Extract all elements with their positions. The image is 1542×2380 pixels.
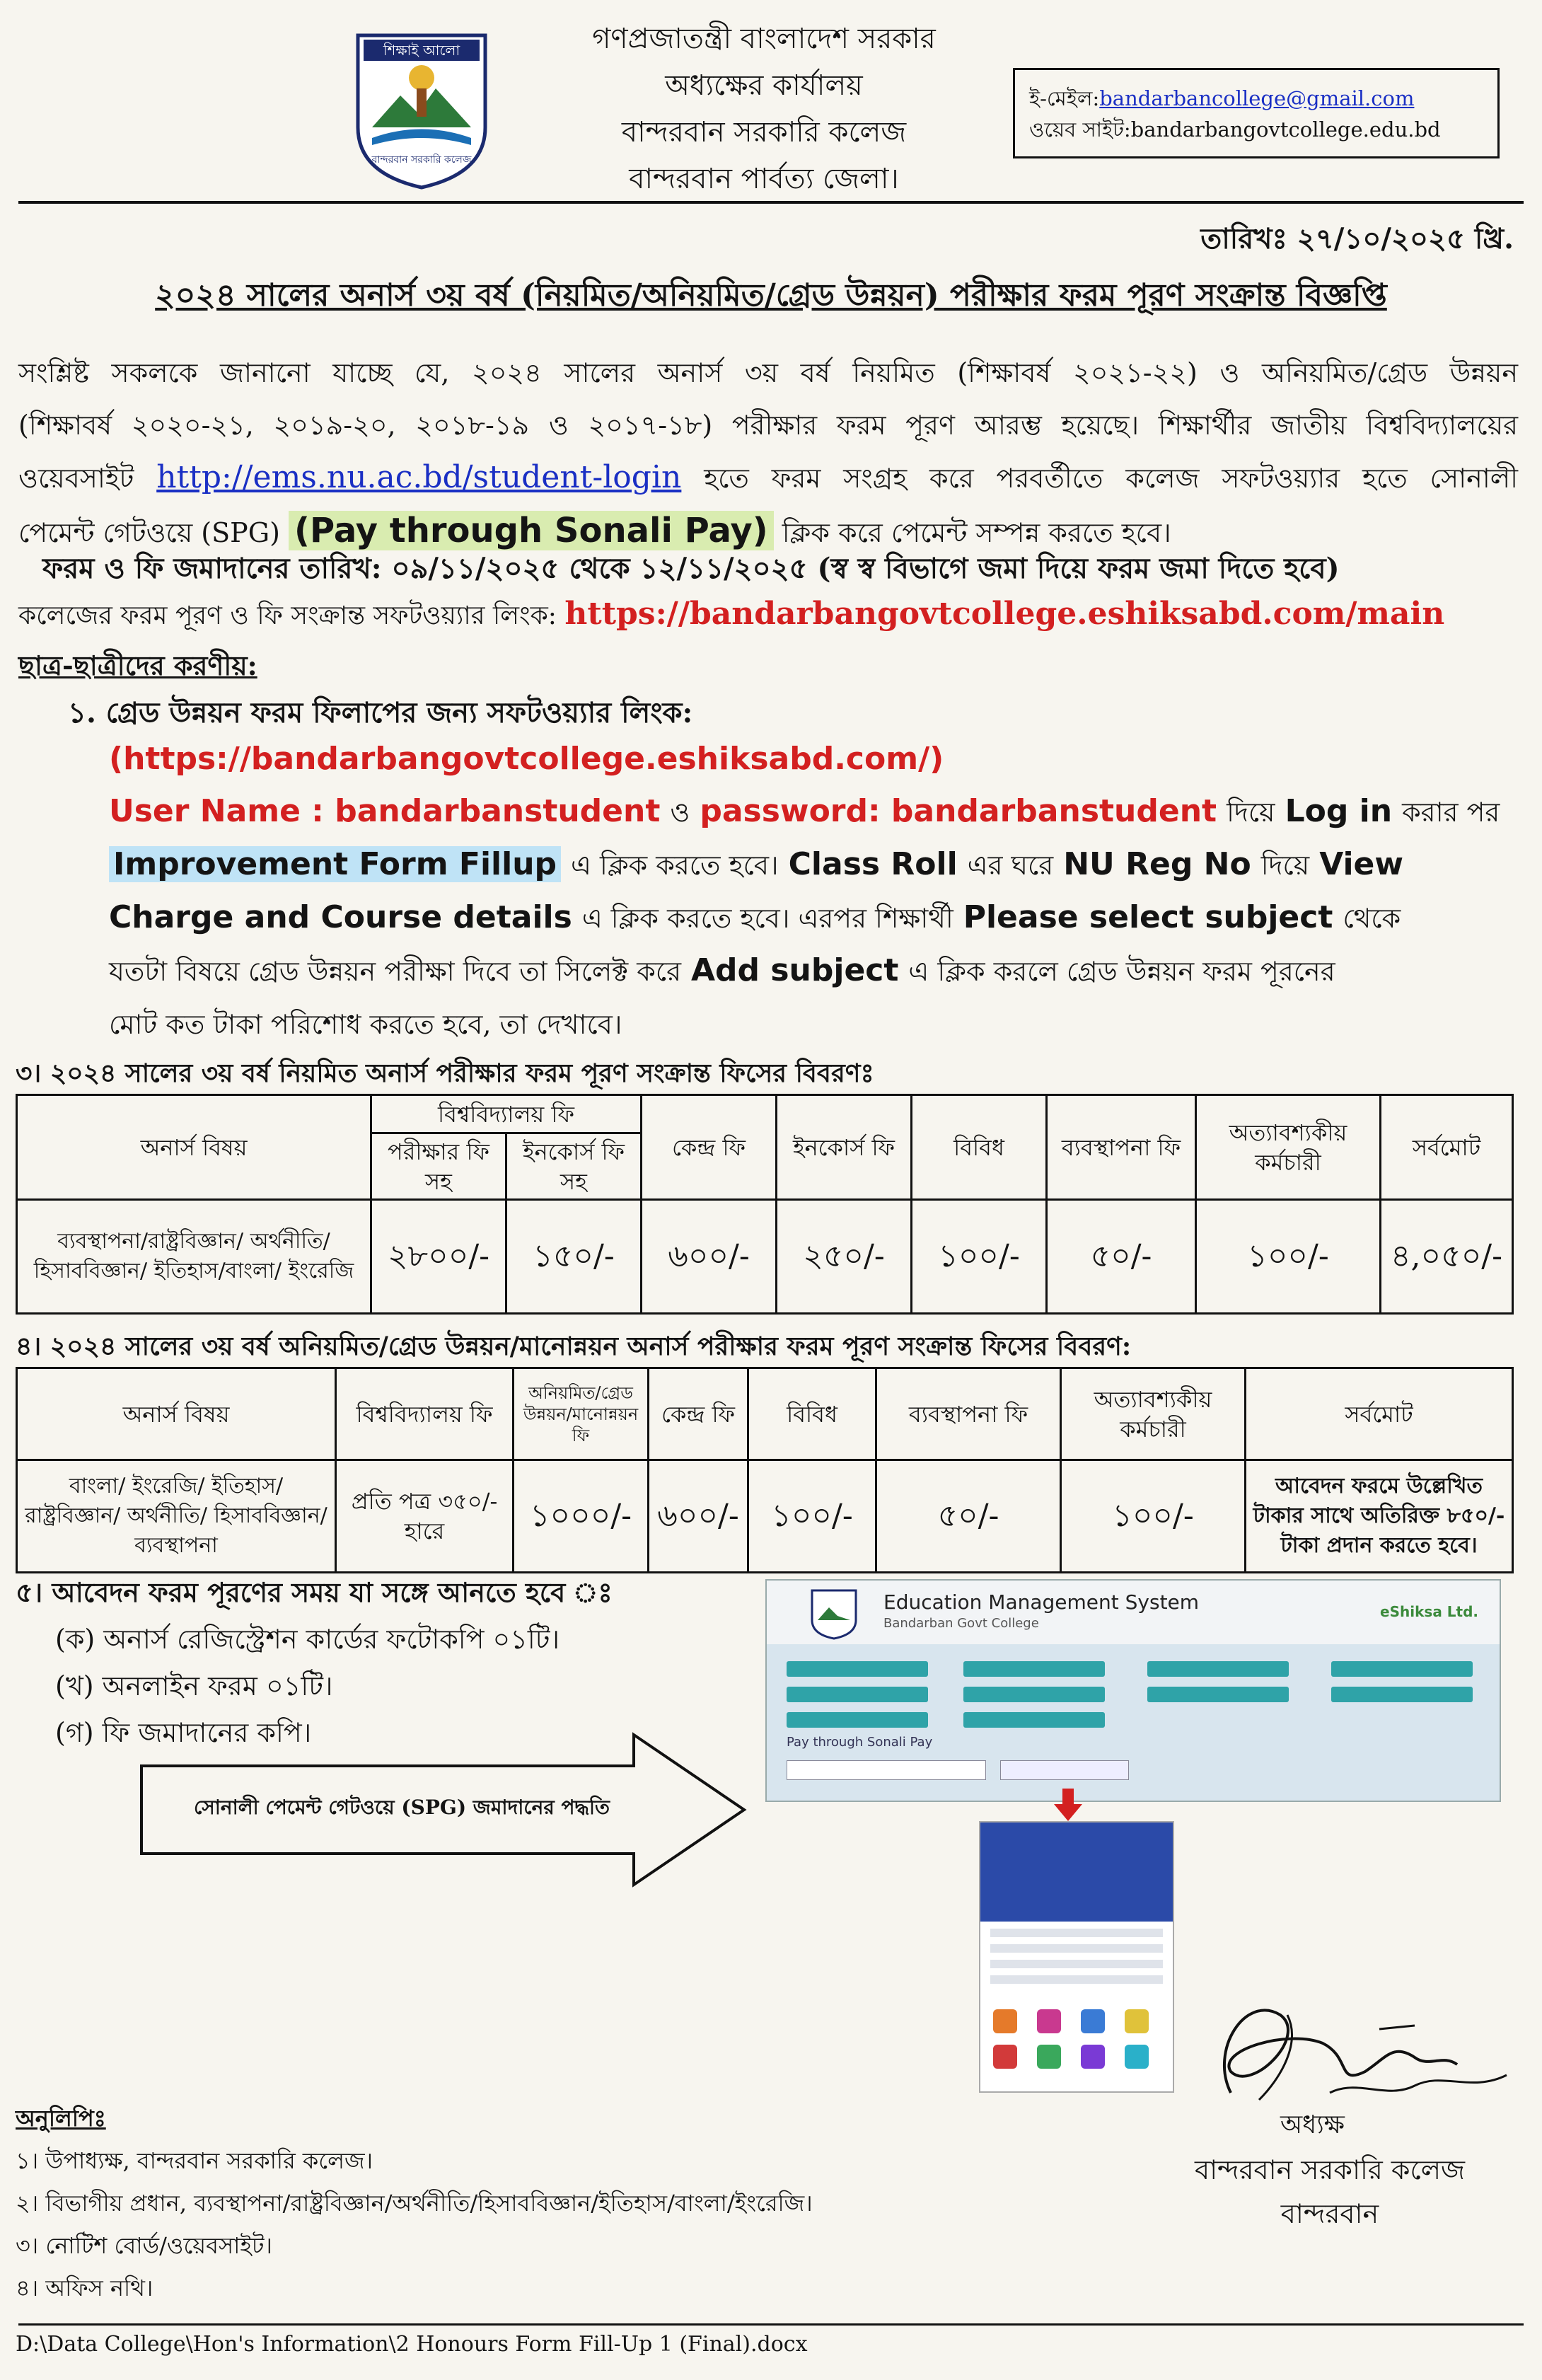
- copies-list: [16, 2097, 813, 2309]
- header-rule: [18, 201, 1524, 204]
- header-line-2: অধ্যক্ষের কার্যালয়: [665, 69, 863, 102]
- ems-menu-button[interactable]: [787, 1661, 928, 1677]
- signature-title: অধ্যক্ষ: [1280, 2110, 1345, 2139]
- logo-text: শিক্ষাই আলো: [383, 42, 460, 59]
- header-line-1: গণপ্রজাতন্ত্রী বাংলাদেশ সরকার: [592, 23, 936, 55]
- contact-box: [1013, 68, 1500, 158]
- irregular-fee-table: অনার্স বিষয় বিশ্ববিদ্যালয় ফি অনিয়মিত/গ্রেড উন্নয়ন/মানোন্নয়ন ফি কেন্দ্র ফি বিবিধ ব্যবস্থাপনা ফি অত্যাবশ্যকীয় কর্মচারী সর্বমোট বাংলা/ ইংরেজি/ ইতিহাস/ রাষ্ট্রবিজ্ঞান/ অর্থনীতি/ হিসাববিজ্ঞান/ব্যবস্থাপনা প্রতি পত্র ৩৫০/- হারে ১০০০/- ৬০০/- ১০০/- ৫০/- ১০০/- আবেদন ফরমে উল্লেখিত টাকার সাথে অতিরিক্ত ৮৫০/- টাকা প্রদান করতে হবে।: [16, 1367, 1514, 1573]
- password-text: password: bandarbanstudent: [700, 793, 1217, 829]
- ems-screenshot: [765, 1579, 1501, 1802]
- list-item: (গ) ফি জমাদানের কপি।: [55, 1717, 312, 1748]
- intro-line-2: (শিক্ষাবর্ষ ২০২০-২১, ২০১৯-২০, ২০১৮-১৯ ও ২০১৭-১৮) পরীক্ষার ফরম পূরণ আরম্ভ হয়েছে। শিক্ষার্থীর জাতীয় বিশ্ববিদ্যালয়ের: [18, 410, 1518, 441]
- college-logo-icon: [351, 21, 492, 191]
- web-label: ওয়েব সাইট:: [1029, 117, 1131, 141]
- payment-method-icon[interactable]: [1037, 2045, 1061, 2069]
- intro-line-3: ওয়েবসাইট http://ems.nu.ac.bd/student-login হতে ফরম সংগ্রহ করে পরবর্তীতে কলেজ সফটওয়্যার হতে সোনালী: [18, 459, 1518, 495]
- email-link[interactable]: bandarbancollege@gmail.com: [1099, 86, 1415, 110]
- item1-instructions: (https://bandarbangovtcollege.eshiksabd.com/) User Name : bandarbanstudent ও password: bandarbanstudent দিয়ে Log in করার পর Improvement Form Fillup এ ক্লিক করতে হবে। Class Roll এর ঘরে NU Reg No দিয়ে View Charge and Course details এ ক্লিক করতে হবে। এরপর শিক্ষার্থী Please select subject থেকে যতটা বিষয়ে গ্রেড উন্নয়ন পরীক্ষা দিবে তা সিলেক্ট করে Add subject এ ক্লিক করলে গ্রেড উন্নয়ন ফরম পূরনের মোট কত টাকা পরিশোধ করতে হবে, তা দেখাবে।: [109, 733, 1517, 1051]
- improvement-software-link[interactable]: (https://bandarbangovtcollege.eshiksabd.com/): [109, 741, 944, 777]
- regular-fee-table: অনার্স বিষয় বিশ্ববিদ্যালয় ফি কেন্দ্র ফি ইনকোর্স ফি বিবিধ ব্যবস্থাপনা ফি অত্যাবশ্যকীয় কর্মচারী সর্বমোট পরীক্ষার ফি সহ ইনকোর্স ফি সহ ব্যবস্থাপনা/রাষ্ট্রবিজ্ঞান/ অর্থনীতি/ হিসাববিজ্ঞান/ ইতিহাস/বাংলা/ ইংরেজি ২৮০০/- ১৫০/- ৬০০/- ২৫০/- ১০০/- ৫০/- ১০০/- ৪,০৫০/-: [16, 1094, 1514, 1315]
- software-link[interactable]: https://bandarbangovtcollege.eshiksabd.com/main: [564, 596, 1445, 632]
- notice-date: তারিখঃ ২৭/১০/২০২৫ খ্রি.: [1200, 222, 1514, 255]
- ems-menu-button[interactable]: [787, 1687, 928, 1702]
- ems-menu-button[interactable]: [963, 1687, 1105, 1702]
- list-item: (খ) অনলাইন ফরম ০১টি।: [55, 1670, 333, 1702]
- ems-menu-button[interactable]: [1331, 1687, 1473, 1702]
- table-row: বাংলা/ ইংরেজি/ ইতিহাস/ রাষ্ট্রবিজ্ঞান/ অর্থনীতি/ হিসাববিজ্ঞান/ব্যবস্থাপনা প্রতি পত্র ৩৫০/- হারে ১০০০/- ৬০০/- ১০০/- ৫০/- ১০০/- আবেদন ফরমে উল্লেখিত টাকার সাথে অতিরিক্ত ৮৫০/- টাকা প্রদান করতে হবে।: [17, 1460, 1513, 1573]
- college-logo-small-icon: [809, 1588, 859, 1640]
- ems-reg-input[interactable]: [787, 1760, 986, 1780]
- web-link[interactable]: bandarbangovtcollege.edu.bd: [1130, 117, 1441, 141]
- principal-signature-icon: [1202, 1987, 1528, 2121]
- ems-menu-button[interactable]: [1147, 1687, 1289, 1702]
- header-line-3: বান্দরবান সরকারি কলেজ: [621, 116, 907, 149]
- ems-connect-button[interactable]: [1000, 1760, 1129, 1780]
- section5-heading: ৫। আবেদন ফরম পূরণের সময় যা সঙ্গে আনতে হবে ঃ: [16, 1576, 613, 1608]
- arrow-down-icon: [1054, 1789, 1082, 1821]
- ems-title: Education Management System: [883, 1590, 1200, 1614]
- improvement-form-fillup-label: Improvement Form Fillup: [109, 846, 561, 882]
- file-path-footer: D:\Data College\Hon's Information\2 Honours Form Fill-Up 1 (Final).docx: [16, 2332, 808, 2357]
- section5-list: [16, 1569, 613, 1756]
- table-row: ব্যবস্থাপনা/রাষ্ট্রবিজ্ঞান/ অর্থনীতি/ হিসাববিজ্ঞান/ ইতিহাস/বাংলা/ ইংরেজি ২৮০০/- ১৫০/- ৬০০/- ২৫০/- ১০০/- ৫০/- ১০০/- ৪,০৫০/-: [17, 1200, 1513, 1314]
- payment-method-icon[interactable]: [993, 2009, 1017, 2033]
- payment-method-icon[interactable]: [1081, 2009, 1105, 2033]
- list-item: ৪। অফিস নথি।: [16, 2275, 153, 2301]
- submission-dates: ফরম ও ফি জমাদানের তারিখ: ০৯/১১/২০২৫ থেকে ১২/১১/২০২৫ (স্ব স্ব বিভাগে জমা দিয়ে ফরম জমা দিতে হবে): [42, 552, 1340, 585]
- footer-rule: [18, 2323, 1524, 2326]
- notice-title: ২০২৪ সালের অনার্স ৩য় বর্ষ (নিয়মিত/অনিয়মিত/গ্রেড উন্নয়ন) পরীক্ষার ফরম পূরণ সংক্রান্ত বিজ্ঞপ্তি: [155, 277, 1387, 313]
- header-title-block: [538, 16, 990, 202]
- email-label: ই-মেইল:: [1029, 86, 1100, 110]
- software-link-label: কলেজের ফরম পূরণ ও ফি সংক্রান্ত সফটওয়্যার লিংক:: [18, 601, 557, 630]
- ems-menu-button[interactable]: [963, 1661, 1105, 1677]
- payment-method-icon[interactable]: [993, 2045, 1017, 2069]
- username-text: User Name : bandarbanstudent: [109, 793, 661, 829]
- payment-method-icon[interactable]: [1125, 2045, 1149, 2069]
- ems-brand: eShiksa Ltd.: [1380, 1603, 1478, 1620]
- duty-heading: ছাত্র-ছাত্রীদের করণীয়:: [18, 649, 257, 681]
- signature-block: বান্দরবান সরকারি কলেজ বান্দরবান: [1194, 2154, 1466, 2229]
- ems-login-link[interactable]: http://ems.nu.ac.bd/student-login: [156, 459, 682, 495]
- ems-pay-title: Pay through Sonali Pay: [787, 1735, 933, 1750]
- ems-subtitle: Bandarban Govt College: [883, 1616, 1039, 1631]
- copies-heading: অনুলিপিঃ: [16, 2105, 106, 2132]
- header-line-4: বান্দরবান পার্বত্য জেলা।: [629, 163, 899, 195]
- ems-pay-sonali-button[interactable]: [787, 1712, 928, 1728]
- ems-menu-button[interactable]: [1331, 1661, 1473, 1677]
- list-item: ১। উপাধ্যক্ষ, বান্দরবান সরকারি কলেজ।: [16, 2147, 373, 2174]
- payment-method-icon[interactable]: [1125, 2009, 1149, 2033]
- section4-heading: ৪। ২০২৪ সালের ৩য় বর্ষ অনিয়মিত/গ্রেড উন্নয়ন/মানোন্নয়ন অনার্স পরীক্ষার ফরম পূরণ সংক্রান্ত ফিসের বিবরণ:: [16, 1331, 1132, 1361]
- list-item: ২। বিভাগীয় প্রধান, ব্যবস্থাপনা/রাষ্ট্রবিজ্ঞান/অর্থনীতি/হিসাববিজ্ঞান/ইতিহাস/বাংলা/ইংরেজি।: [16, 2190, 813, 2217]
- payment-method-icon[interactable]: [1037, 2009, 1061, 2033]
- section3-heading: ৩। ২০২৪ সালের ৩য় বর্ষ নিয়মিত অনার্স পরীক্ষার ফরম পূরণ সংক্রান্ত ফিসের বিবরণঃ: [16, 1058, 874, 1088]
- spg-method-label: সোনালী পেমেন্ট গেটওয়ে (SPG) জমাদানের পদ্ধতি: [193, 1796, 610, 1819]
- item1-heading: ১. গ্রেড উন্নয়ন ফরম ফিলাপের জন্য সফটওয়্যার লিংক:: [68, 696, 693, 729]
- ems-menu-button[interactable]: [1147, 1661, 1289, 1677]
- list-item: (ক) অনার্স রেজিস্ট্রেশন কার্ডের ফটোকপি ০১টি।: [55, 1624, 560, 1655]
- payment-method-icon[interactable]: [1081, 2045, 1105, 2069]
- software-link-line: [18, 596, 1444, 639]
- sonali-pay-phone-screenshot: [979, 1821, 1174, 2093]
- intro-paragraph: [18, 347, 1518, 559]
- intro-line-1: সংশ্লিষ্ট সকলকে জানানো যাচ্ছে যে, ২০২৪ সালের অনার্স ৩য় বর্ষ নিয়মিত (শিক্ষাবর্ষ ২০২১-২২) ও অনিয়মিত/গ্রেড উন্নয়ন: [18, 357, 1518, 388]
- pay-through-sonali-label: (Pay through Sonali Pay): [289, 511, 774, 550]
- logo-bottom-text: বান্দরবান সরকারি কলেজ: [371, 154, 472, 166]
- ems-menu-button[interactable]: [963, 1712, 1105, 1728]
- list-item: ৩। নোটিশ বোর্ড/ওয়েবসাইট।: [16, 2232, 272, 2259]
- intro-line-4: পেমেন্ট গেটওয়ে (SPG) (Pay through Sonali Pay) ক্লিক করে পেমেন্ট সম্পন্ন করতে হবে।: [18, 511, 1171, 550]
